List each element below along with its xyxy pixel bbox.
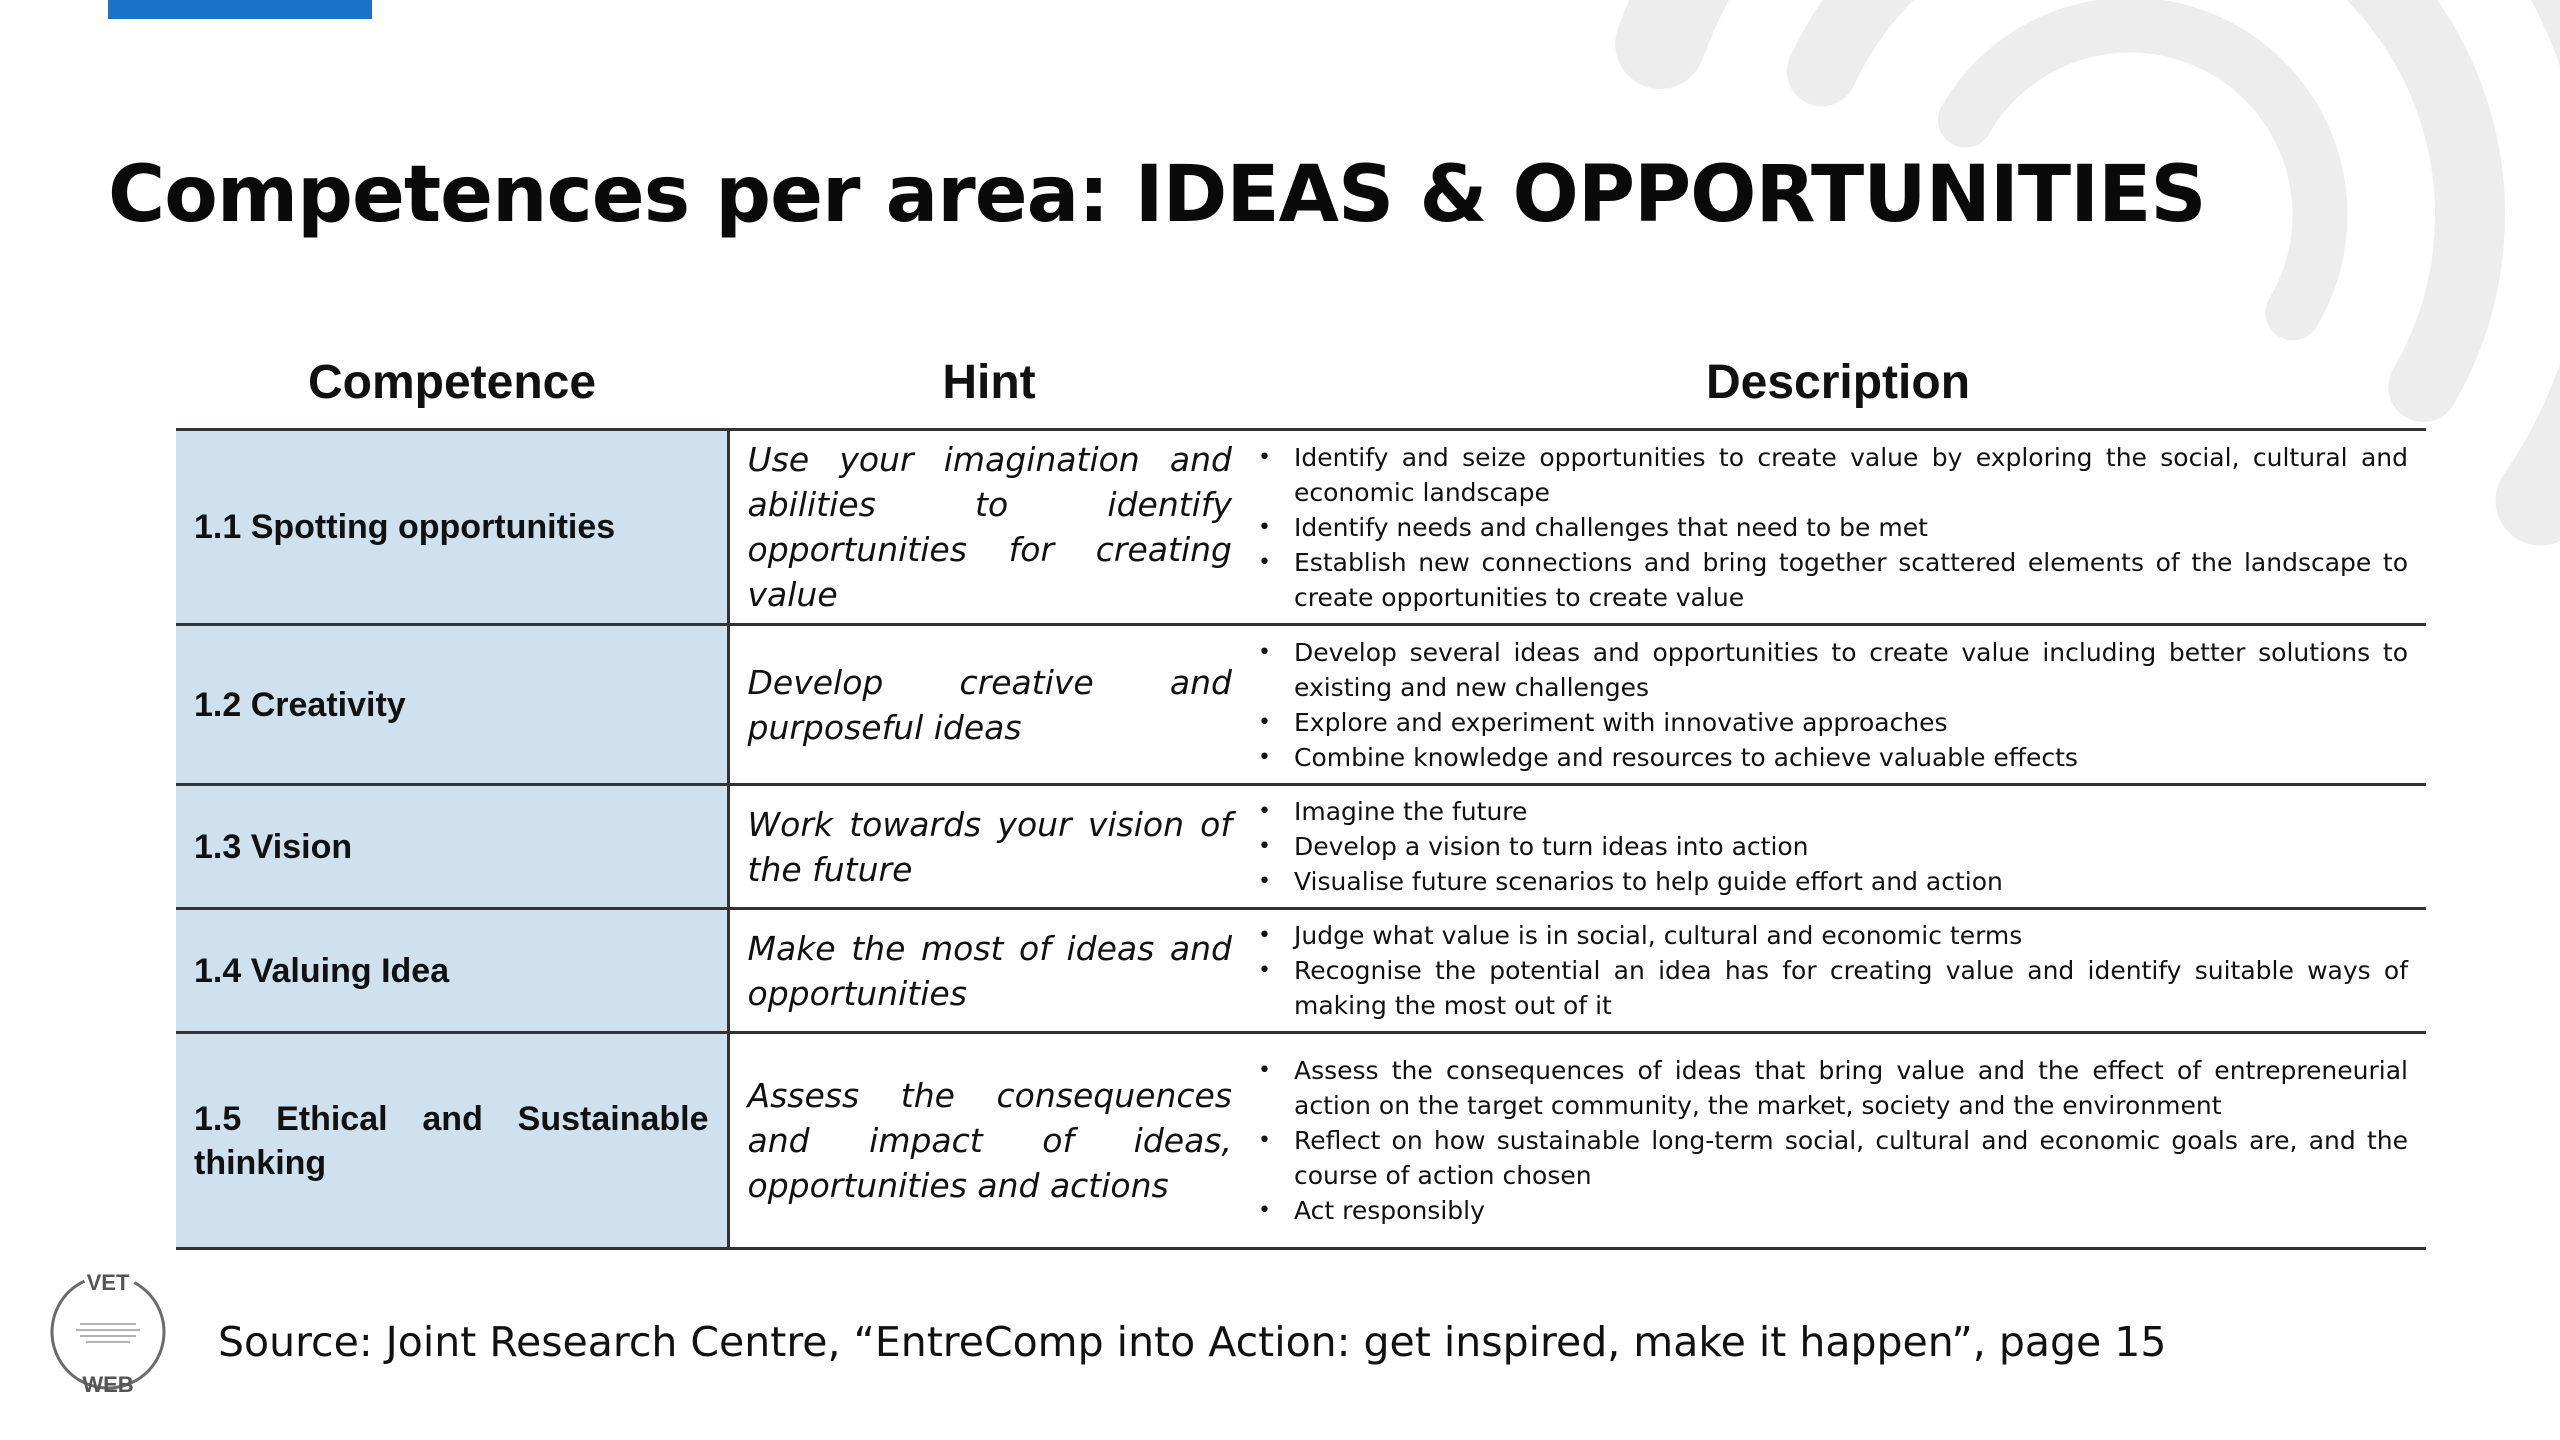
logo-text-bottom: WEB xyxy=(82,1372,134,1396)
competences-table xyxy=(176,428,2426,1250)
table-row xyxy=(176,1033,2426,1249)
description-item: • Recognise the potential an idea has for creating value and identify suitable ways of making the most out of it xyxy=(1294,953,2408,1023)
description-item: • Develop several ideas and opportunities to create value including better solutions to existing and new challenges xyxy=(1294,635,2408,705)
table-row xyxy=(176,430,2426,625)
hint-cell: Use your imagination and abilities to identify opportunities for creating value xyxy=(747,440,1232,614)
hint-cell: Work towards your vision of the future xyxy=(747,804,1232,889)
description-item: • Identify and seize opportunities to create value by exploring the social, cultural and economic landscape xyxy=(1294,440,2408,510)
logo-text-top: VET xyxy=(86,1270,130,1295)
description-item: • Explore and experiment with innovative approaches xyxy=(1294,705,2408,740)
description-item: • Imagine the future xyxy=(1294,794,2408,829)
table-row xyxy=(176,625,2426,785)
description-item: • Identify needs and challenges that need to be met xyxy=(1294,510,2408,545)
description-cell xyxy=(1250,785,2426,909)
hint-cell: Make the most of ideas and opportunities xyxy=(747,928,1232,1013)
table-row xyxy=(176,785,2426,909)
description-item: • Develop a vision to turn ideas into action xyxy=(1294,829,2408,864)
vet-web-logo xyxy=(44,1268,172,1396)
description-item: • Combine knowledge and resources to achieve valuable effects xyxy=(1294,740,2408,775)
competence-cell: 1.2 Creativity xyxy=(176,625,728,785)
description-item: • Assess the consequences of ideas that bring value and the effect of entrepreneurial action on the target community, the market, society and the environment xyxy=(1294,1053,2408,1123)
description-item: • Reflect on how sustainable long-term social, cultural and economic goals are, and the course of action chosen xyxy=(1294,1123,2408,1193)
competence-cell: 1.1 Spotting opportunities xyxy=(176,430,728,625)
header-hint: Hint xyxy=(942,356,1036,409)
description-item: • Act responsibly xyxy=(1294,1193,2408,1228)
slide-title: Competences per area: IDEAS & OPPORTUNITIES xyxy=(108,150,2206,240)
hint-cell: Develop creative and purposeful ideas xyxy=(747,662,1232,747)
competence-cell: 1.4 Valuing Idea xyxy=(176,909,728,1033)
description-item: • Visualise future scenarios to help guide effort and action xyxy=(1294,864,2408,899)
competence-cell: 1.3 Vision xyxy=(176,785,728,909)
header-description: Description xyxy=(1705,356,1971,409)
hint-cell: Assess the consequences and impact of ideas, opportunities and actions xyxy=(747,1076,1232,1205)
description-cell xyxy=(1250,1033,2426,1249)
description-item: • Establish new connections and bring together scattered elements of the landscape to create opportunities to create value xyxy=(1294,545,2408,615)
table-header-row xyxy=(176,348,2426,418)
description-cell xyxy=(1250,430,2426,625)
description-cell xyxy=(1250,909,2426,1033)
header-competence: Competence xyxy=(307,356,597,409)
table-row xyxy=(176,909,2426,1033)
description-item: • Judge what value is in social, cultural and economic terms xyxy=(1294,918,2408,953)
source-citation: Source: Joint Research Centre, “EntreComp into Action: get inspired, make it happen”, page 15 xyxy=(218,1318,2167,1366)
competence-cell: 1.5 Ethical and Sustainable thinking xyxy=(176,1033,728,1249)
description-cell xyxy=(1250,625,2426,785)
